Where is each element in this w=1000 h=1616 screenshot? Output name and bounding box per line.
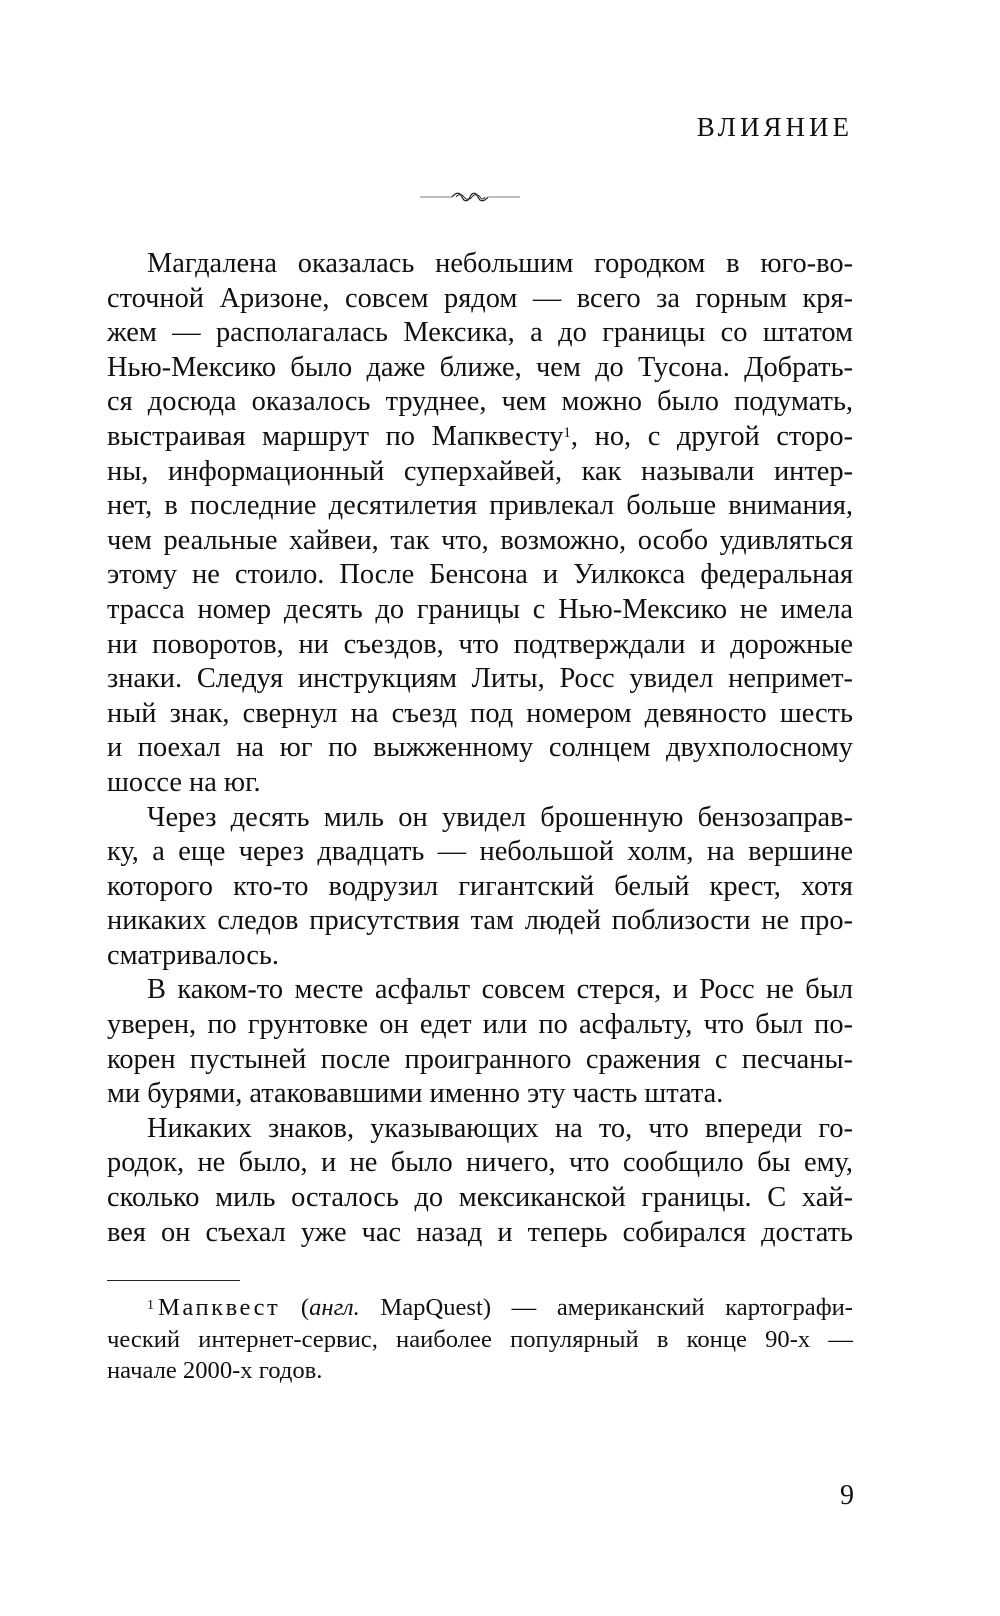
text-line: Нью-Мексико было даже ближе, чем до Тусона. Добрать- [107,351,853,383]
text-line: сколько миль осталось до мексиканской границы. С хай- [107,1182,853,1214]
text-line: Через десять миль он увидел брошенную бензозаправ- [147,801,853,833]
text-line: ный знак, свернул на съезд под номером девяносто шесть [107,697,853,729]
text-line: никаких следов присутствия там людей поблизости не про- [107,905,853,937]
text-line: ни поворотов, ни съездов, что подтверждали и дорожные [107,628,853,660]
footnote-text: MapQuest) — американский картографи- [359,1294,853,1321]
flourish-ornament-icon [420,190,520,204]
paragraph-3 [107,973,853,1111]
running-head: ВЛИЯНИЕ [696,112,853,142]
text-line: корен пустыней после проигранного сражения с песчаны- [107,1043,853,1075]
footnote-text: ( [280,1294,310,1321]
text-line: вея он съехал уже час назад и теперь собирался достать [107,1216,853,1248]
text-line: сточной Аризоне, совсем рядом — всего за горным кря- [107,282,853,314]
text-line: и поехал на юг по выжженному солнцем двухполосному [107,732,853,764]
footnote-line: ческий интернет-сервис, наиболее популярный в конце 90-х — [107,1325,853,1353]
text-line: ку, а еще через двадцать — небольшой холм, на вершине [107,836,853,868]
footnote-divider [107,1280,240,1281]
footnote-line: начале 2000-х годов. [107,1357,323,1384]
text-line: ся досюда оказалось труднее, чем можно было подумать, [107,386,853,418]
text-line: уверен, по грунтовке он едет или по асфальту, что был по- [107,1009,853,1041]
text-line: сматривалось. [107,939,279,971]
text-line: жем — располагалась Мексика, а до границы со штатом [107,317,853,349]
text-line: В каком-то месте асфальт совсем стерся, и Росс не был [147,974,853,1006]
footnote-term: Мапквест [158,1294,281,1321]
text-line: знаки. Следуя инструкциям Литы, Росс увидел непримет- [107,663,853,695]
text-line: этому не стоило. После Бенсона и Уилкокса федеральная [107,559,853,591]
text-line: родок, не было, и не было ничего, что сообщило бы ему, [107,1147,853,1179]
footnote-number: 1 [147,1298,154,1313]
footnote [107,1292,853,1387]
main-text [107,247,853,1250]
text-line: трасса номер десять до границы с Нью-Мексико не имела [107,593,853,625]
footnote-reference: 1 [563,424,571,441]
text-line-with-footnote [107,420,853,455]
text-fragment: выстраивая маршрут по Мапквесту [107,420,564,452]
page-number: 9 [840,1480,854,1511]
text-line: Никаких знаков, указывающих на то, что впереди го- [147,1112,853,1144]
paragraph-4 [107,1112,853,1250]
footnote-language: англ. [309,1294,360,1321]
text-line: чем реальные хайвеи, так что, возможно, особо удивляться [107,524,853,556]
text-fragment: , но, с другой сторо- [570,420,853,452]
text-line: шоссе на юг. [107,766,261,798]
text-line: Магдалена оказалась небольшим городком в юго-во- [147,248,853,279]
text-line: нет, в последние десятилетия привлекал больше внимания, [107,490,853,522]
text-line: которого кто-то водрузил гигантский белый крест, хотя [107,870,853,902]
text-line: ми бурями, атаковавшими именно эту часть штата. [107,1078,724,1110]
paragraph-1 [107,247,853,801]
paragraph-2 [107,801,853,974]
text-line: ны, информационный суперхайвей, как называли интер- [107,455,853,487]
footnote-line [107,1292,853,1324]
